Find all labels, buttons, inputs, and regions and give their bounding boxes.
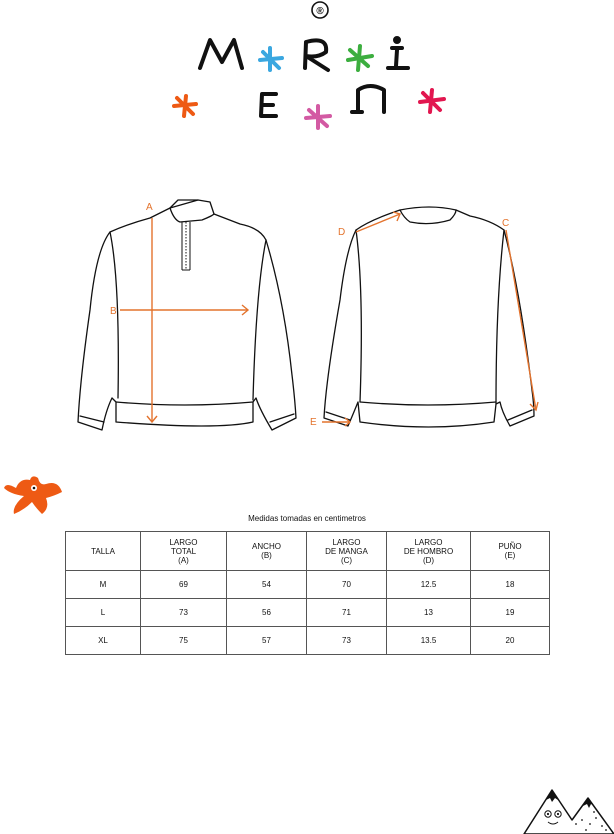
logo-letter-c (352, 86, 384, 112)
measure-line-d (356, 212, 400, 232)
back-sweatshirt-diagram (300, 190, 560, 440)
table-cell: 71 (307, 599, 387, 627)
blue-star-icon (260, 48, 282, 70)
front-left-cuff (80, 416, 104, 422)
measure-label-a: A (146, 202, 153, 213)
orange-mascot-icon (0, 470, 70, 520)
table-cell: 69 (141, 571, 227, 599)
table-cell: 56 (227, 599, 307, 627)
logo-letter-i (388, 38, 408, 68)
back-right-sleeve-seam (496, 230, 504, 404)
measure-line-a (147, 218, 157, 422)
table-cell: 70 (307, 571, 387, 599)
table-caption: Medidas tomadas en centimetros (248, 514, 366, 523)
orange-star-icon (174, 96, 196, 116)
header-ancho: ANCHO (B) (227, 532, 307, 571)
table-cell: 13.5 (387, 627, 471, 655)
table-cell: 12.5 (387, 571, 471, 599)
table-cell: 73 (307, 627, 387, 655)
green-star-icon (348, 46, 372, 70)
measure-label-b: B (110, 306, 117, 317)
logo-letter-e (261, 94, 276, 116)
table-cell: 73 (141, 599, 227, 627)
front-collar (170, 200, 214, 222)
front-right-sleeve-seam (253, 240, 266, 400)
back-collar (400, 210, 456, 224)
header-puno: PUÑO (E) (471, 532, 550, 571)
measure-label-e: E (310, 417, 317, 428)
brand-logo (0, 0, 614, 140)
front-hem-band (116, 402, 253, 405)
front-sweatshirt-diagram (70, 190, 310, 440)
table-cell: M (66, 571, 141, 599)
back-hem-band (360, 402, 496, 405)
zipper (182, 222, 190, 270)
registered-mark: ® (316, 6, 324, 17)
measure-label-d: D (338, 227, 346, 238)
header-talla: TALLA (66, 532, 141, 571)
table-cell: 75 (141, 627, 227, 655)
measure-line-b (120, 305, 248, 315)
table-cell: 19 (471, 599, 550, 627)
measure-label-c: C (502, 218, 510, 229)
table-row (66, 627, 550, 655)
header-largo-total: LARGO TOTAL (A) (141, 532, 227, 571)
table-row (66, 599, 550, 627)
header-largo-de-hombro: LARGO DE HOMBRO (D) (387, 532, 471, 571)
table-cell: L (66, 599, 141, 627)
logo-letter-m (200, 40, 242, 68)
red-star-icon (420, 90, 444, 112)
table-cell: 57 (227, 627, 307, 655)
table-cell: XL (66, 627, 141, 655)
size-table (65, 531, 550, 655)
pink-star-icon (306, 106, 330, 128)
table-cell: 13 (387, 599, 471, 627)
mountain-mascot-icon (520, 780, 614, 834)
logo-letter-r (305, 40, 328, 70)
table-cell: 20 (471, 627, 550, 655)
table-cell: 54 (227, 571, 307, 599)
table-cell: 18 (471, 571, 550, 599)
table-row (66, 571, 550, 599)
header-largo-de-manga: LARGO DE MANGA (C) (307, 532, 387, 571)
back-left-sleeve-seam (356, 230, 361, 402)
table-header-row (66, 532, 550, 571)
